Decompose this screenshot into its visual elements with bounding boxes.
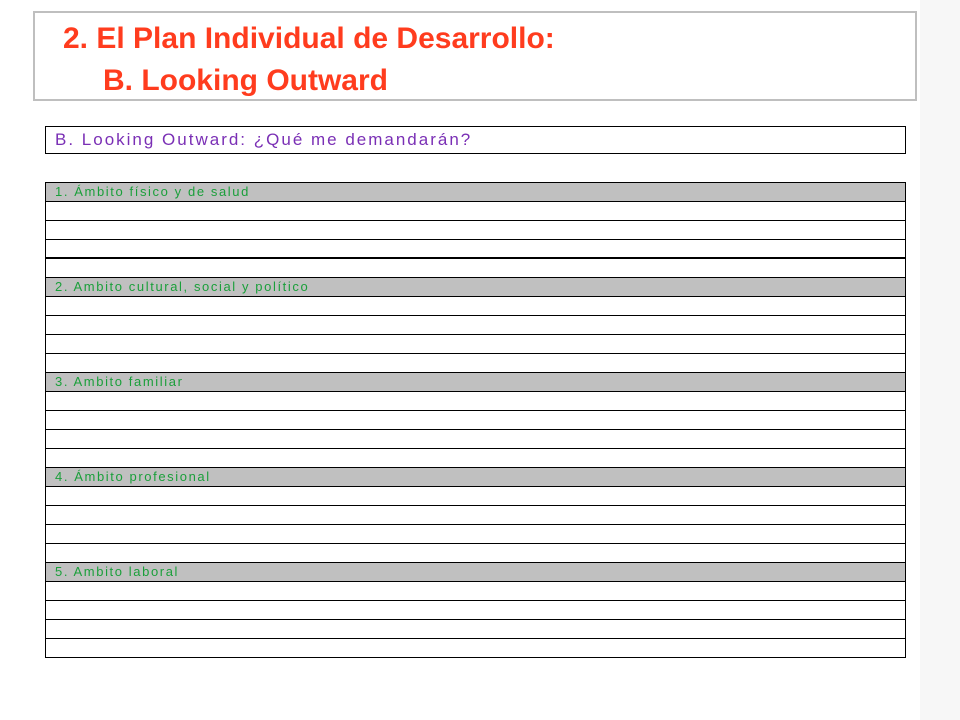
blank-line — [46, 354, 905, 373]
blank-line — [46, 430, 905, 449]
section-label: 4. Ámbito profesional — [55, 469, 211, 484]
blank-line — [46, 544, 905, 563]
form-header-box — [45, 126, 906, 154]
blank-line — [46, 601, 905, 620]
blank-line — [46, 525, 905, 544]
blank-line — [46, 506, 905, 525]
section-label: 3. Ambito familiar — [55, 374, 184, 389]
blank-line — [46, 620, 905, 639]
blank-line — [46, 449, 905, 468]
blank-line — [46, 335, 905, 354]
blank-line — [46, 221, 905, 240]
section-header-5 — [46, 563, 905, 582]
form-header-title: B. Looking Outward: ¿Qué me demandarán? — [55, 130, 473, 149]
blank-line — [46, 411, 905, 430]
blank-line — [46, 392, 905, 411]
blank-line — [46, 202, 905, 221]
section-header-4 — [46, 468, 905, 487]
right-margin-shade — [920, 0, 960, 720]
section-label: 2. Ambito cultural, social y político — [55, 279, 310, 294]
blank-line — [46, 297, 905, 316]
section-header-3 — [46, 373, 905, 392]
blank-line — [46, 240, 905, 259]
form-sections-table — [45, 182, 906, 658]
blank-line — [46, 259, 905, 278]
blank-line — [46, 639, 905, 658]
blank-line — [46, 316, 905, 335]
section-header-2 — [46, 278, 905, 297]
section-label: 5. Ambito laboral — [55, 564, 180, 579]
slide-title: 2. El Plan Individual de Desarrollo: — [63, 22, 555, 55]
blank-line — [46, 582, 905, 601]
blank-line — [46, 487, 905, 506]
section-header-1 — [46, 183, 905, 202]
slide-title-box — [33, 11, 917, 101]
section-label: 1. Ámbito físico y de salud — [55, 184, 250, 199]
slide-subtitle: B. Looking Outward — [103, 64, 388, 97]
